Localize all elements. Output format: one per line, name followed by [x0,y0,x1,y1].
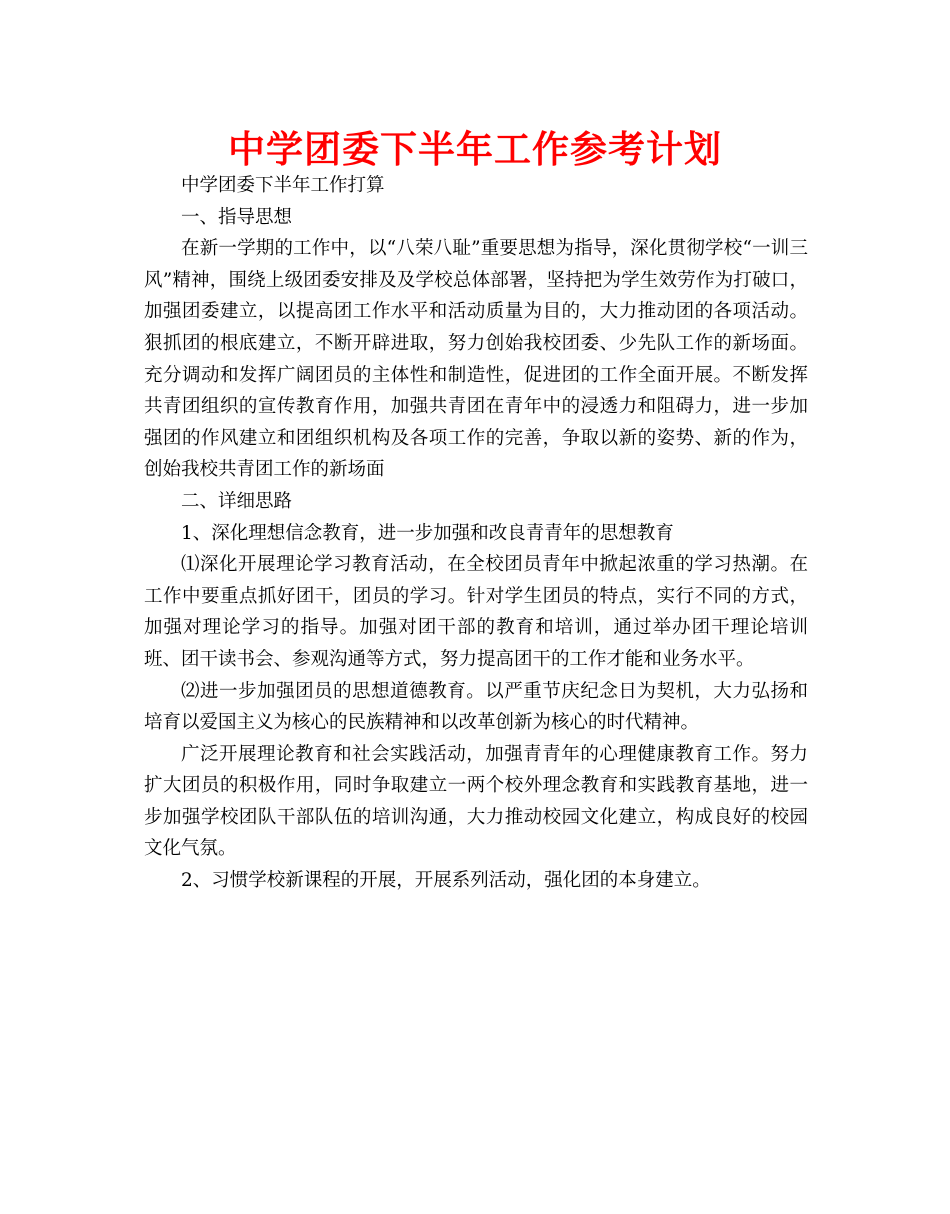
document-title: 中学团委下半年工作参考计划 [228,128,722,171]
numbered-item-1: 1、深化理想信念教育，进一步加强和改良青青年的思想教育 [181,522,674,544]
body-paragraph: ⑵进一步加强团员的思想道德教育。以严重节庆纪念日为契机，大力弘扬和培育以爱国主义为核心的民族精神和以改革创新为核心的时代精神。 [144,680,808,734]
numbered-item-2: 2、习惯学校新课程的开展，开展系列活动，强化团的本身建立。 [181,870,711,892]
section-heading-guiding-thought: 一、指导思想 [181,206,293,228]
subtitle-paragraph: 中学团委下半年工作打算 [181,175,385,196]
body-paragraph: ⑴深化开展理论学习教育活动，在全校团员青年中掀起浓重的学习热潮。在工作中要重点抓好团干，团员的学习。针对学生团员的特点，实行不同的方式，加强对理论学习的指导。加强对团干部的教育和培训，通过举办团干理论培训班、团干读书会、参观沟通等方式，努力提高团干的工作才能和业务水平。 [144,554,808,670]
body-paragraph: 广泛开展理论教育和社会实践活动，加强青青年的心理健康教育工作。努力扩大团员的积极作用，同时争取建立一两个校外理念教育和实践教育基地，进一步加强学校团队干部队伍的培训沟通，大力推动校园文化建立，构成良好的校园文化气氛。 [144,743,808,860]
document-body [144,170,808,897]
body-paragraph: 在新一学期的工作中，以“八荣八耻”重要思想为指导，深化贯彻学校“一训三风”精神，围绕上级团委安排及及学校总体部署，坚持把为学生效劳作为打破口，加强团委建立，以提高团工作水平和活动质量为目的，大力推动团的各项活动。狠抓团的根底建立，不断开辟进取，努力创始我校团委、少先队工作的新场面。充分调动和发挥广阔团员的主体性和制造性，促进团的工作全面开展。不断发挥共青团组织的宣传教育作用，加强共青团在青年中的浸透力和阻碍力，进一步加强团的作风建立和团组织机构及各项工作的完善，争取以新的姿势、新的作为，创始我校共青团工作的新场面 [144,238,808,481]
section-heading-detailed-ideas: 二、详细思路 [181,490,293,512]
